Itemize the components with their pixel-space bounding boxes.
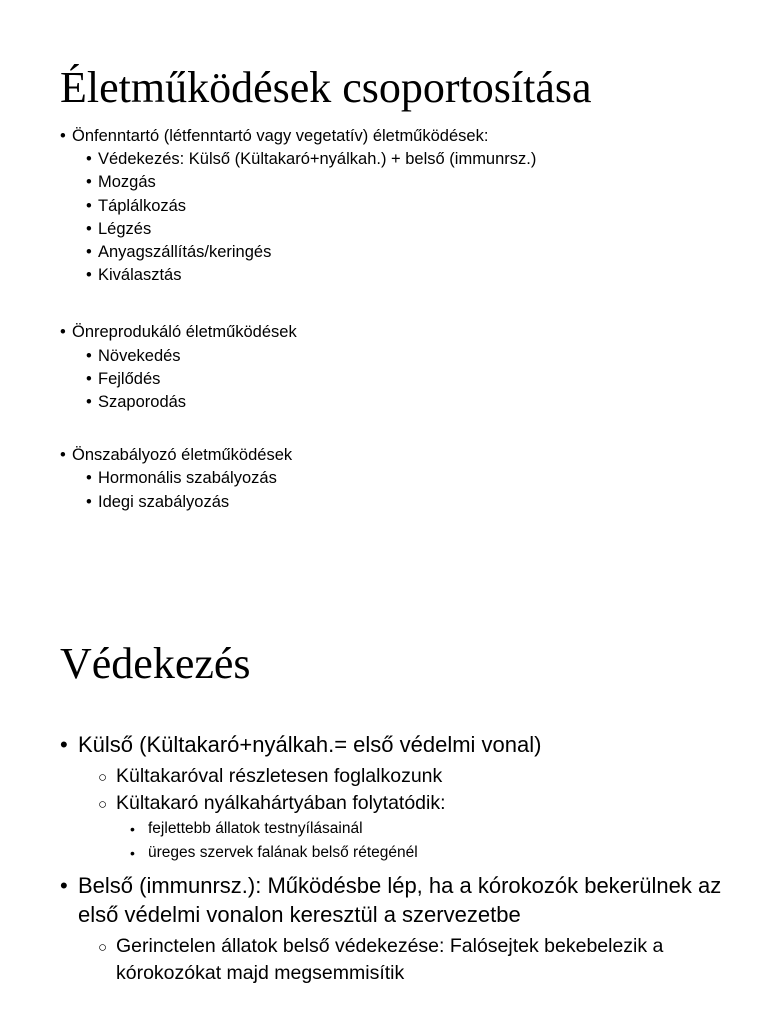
spacer	[60, 287, 750, 321]
bullet: •	[130, 845, 135, 861]
bullet: •	[86, 492, 92, 511]
bullet: •	[86, 346, 92, 365]
circle-bullet: ○	[98, 769, 108, 786]
list-item: ○ Kültakaróval részletesen foglalkozunk	[98, 763, 750, 790]
external-defense: • Külső (Kültakaró+nyálkah.= első védelmi vonal)	[60, 732, 542, 757]
list-item: ○ Kültakaró nyálkahártyában folytatódik:	[98, 790, 750, 817]
circle-bullet: ○	[98, 796, 108, 813]
slide-2-bullet-list	[60, 730, 750, 987]
bullet: •	[60, 323, 66, 342]
bullet: •	[60, 446, 66, 465]
list-item: ○ Gerinctelen állatok belső védekezése: Falósejtek bekebelezik a kórokozókat majd megsemmisítik	[98, 935, 664, 984]
group-self-maintaining: • Önfenntartó (létfenntartó vagy vegetatív) életműködések:	[60, 125, 750, 148]
bullet: •	[86, 469, 92, 488]
bullet: •	[86, 369, 92, 388]
bullet: •	[86, 173, 92, 192]
slide-2-title: Védekezés	[60, 639, 251, 688]
bullet: •	[86, 393, 92, 412]
bullet: •	[130, 821, 135, 837]
internal-defense: • Belső (immunrsz.): Működésbe lép, ha a kórokozók bekerülnek az első védelmi vonalon keresztül a szervezetbe	[60, 873, 722, 927]
list-item: • Fejlődés	[86, 368, 750, 391]
slide-1-bullet-list	[60, 125, 750, 514]
bullet: •	[86, 196, 92, 215]
list-item: • Kiválasztás	[86, 264, 750, 287]
list-item: • Hormonális szabályozás	[86, 467, 750, 490]
list-item: • Védekezés: Külső (Kültakaró+nyálkah.) + belső (immunrsz.)	[86, 148, 750, 171]
list-item: • Idegi szabályozás	[86, 491, 750, 514]
list-item: • fejlettebb állatok testnyílásainál	[130, 817, 750, 841]
bullet: •	[86, 150, 92, 169]
slide-1-title: Életműködések csoportosítása	[60, 63, 592, 112]
list-item: • Anyagszállítás/keringés	[86, 241, 750, 264]
group-self-reproducing: • Önreprodukáló életműködések	[60, 321, 750, 344]
group-self-regulating: • Önszabályozó életműködések	[60, 444, 750, 467]
bullet: •	[86, 266, 92, 285]
list-item: • Növekedés	[86, 345, 750, 368]
circle-bullet: ○	[98, 939, 108, 956]
bullet: •	[60, 873, 68, 898]
list-item: • üreges szervek falának belső rétegénél	[130, 841, 750, 865]
slide-2	[0, 600, 768, 1024]
bullet: •	[60, 127, 66, 145]
bullet: •	[60, 732, 68, 757]
list-item: • Táplálkozás	[86, 195, 750, 218]
spacer	[60, 414, 750, 444]
list-item: • Mozgás	[86, 171, 750, 194]
bullet: •	[86, 243, 92, 262]
list-item: • Légzés	[86, 218, 750, 241]
list-item: • Szaporodás	[86, 391, 750, 414]
bullet: •	[86, 219, 92, 238]
